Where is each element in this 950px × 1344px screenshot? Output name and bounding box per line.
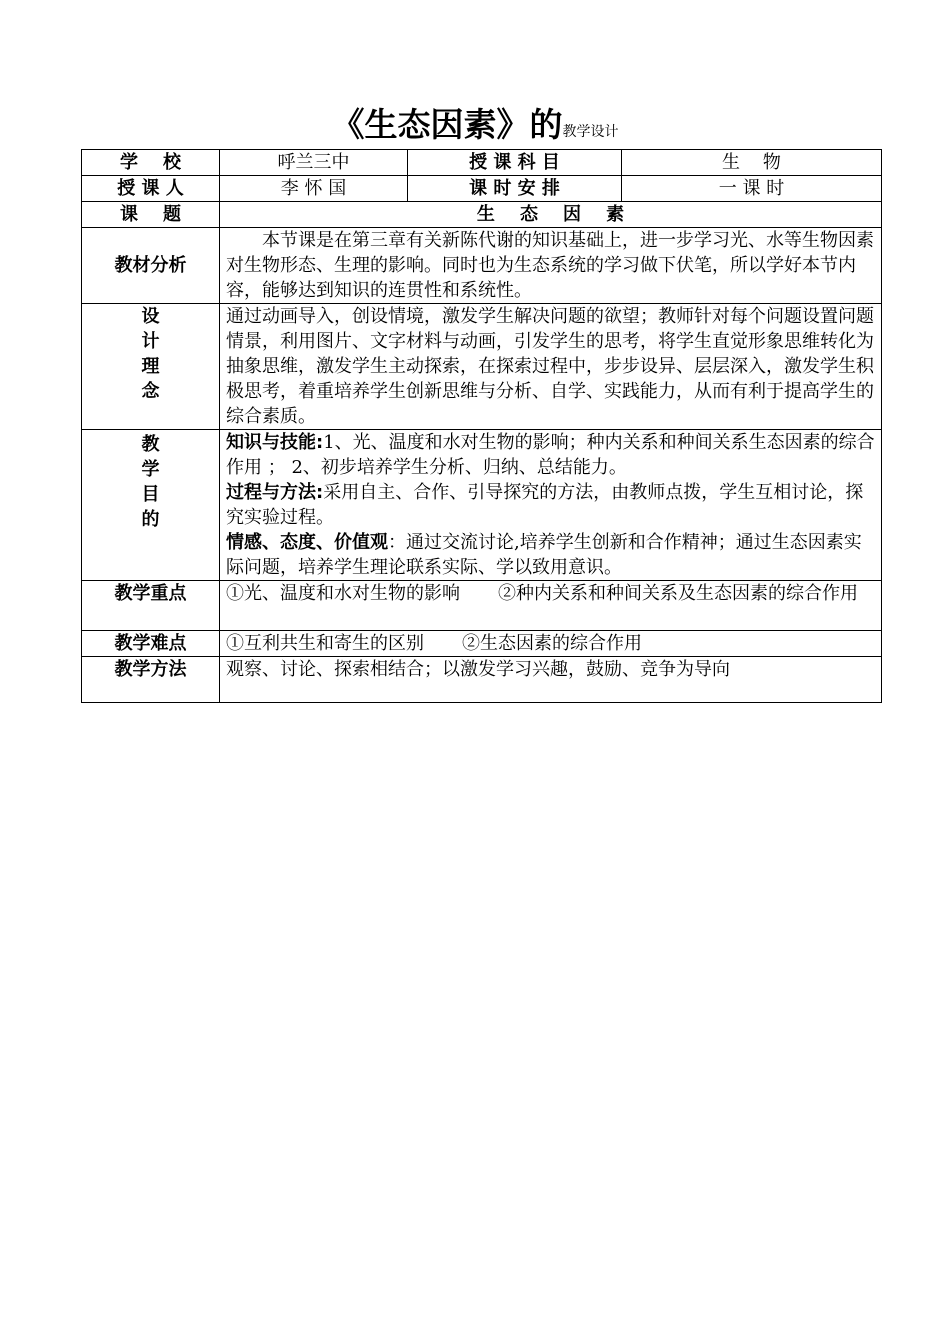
design-label xyxy=(82,304,220,430)
goal-emotion xyxy=(226,530,875,580)
analysis-text: 本节课是在第三章有关新陈代谢的知识基础上，进一步学习光、水等生物因素对生物形态、生理的影响。同时也为生态系统的学习做下伏笔，所以学好本节内容，能够达到知识的连贯性和系统性。 xyxy=(220,228,882,304)
subject-value: 生 物 xyxy=(622,150,882,176)
title-main: 《生态因素》的 xyxy=(331,105,563,144)
row-difficulties xyxy=(82,631,882,657)
teacher-label: 授 课 人 xyxy=(82,176,220,202)
process-text: 采用自主、合作、引导探究的方法，由教师点拨，学生互相讨论，探究实验过程。 xyxy=(226,482,864,528)
difficulties-label: 教学难点 xyxy=(82,631,220,657)
goals-label-char: 的 xyxy=(141,509,160,530)
row-design xyxy=(82,304,882,430)
row-school xyxy=(82,150,882,176)
goal-process xyxy=(226,480,875,530)
methods-text: 观察、讨论、探索相结合；以激发学习兴趣，鼓励、竞争为导向 xyxy=(220,657,882,703)
school-label: 学 校 xyxy=(82,150,220,176)
design-label-char: 计 xyxy=(141,331,160,352)
hours-label: 课 时 安 排 xyxy=(408,176,622,202)
goals-label-char: 学 xyxy=(141,459,160,480)
teacher-value: 李 怀 国 xyxy=(220,176,408,202)
goals-label-char: 教 xyxy=(141,434,160,455)
school-value: 呼兰三中 xyxy=(220,150,408,176)
design-text: 通过动画导入，创设情境，激发学生解决问题的欲望；教师针对每个问题设置问题情景，利用图片、文字材料与动画，引发学生的思考，将学生直觉形象思维转化为抽象思维，激发学生主动探索，在探索过程中，步步设异、层层深入，激发学生积极思考，着重培养学生创新思维与分析、自学、实践能力，从而有利于提高学生的综合素质。 xyxy=(220,304,882,430)
key-point-2: ②种内关系和种间关系及生态因素的综合作用 xyxy=(498,583,858,604)
knowledge-label: 知识与技能: xyxy=(226,432,324,453)
row-key-points xyxy=(82,581,882,631)
difficulty-2: ②生态因素的综合作用 xyxy=(462,633,642,654)
emotion-text: ：通过交流讨论,培养学生创新和合作精神；通过生态因素实际问题，培养学生理论联系实际、学以致用意识。 xyxy=(226,532,862,578)
title-sub: 教学设计 xyxy=(562,124,619,140)
analysis-label: 教材分析 xyxy=(82,228,220,304)
topic-value: 生 态 因 素 xyxy=(220,202,882,228)
row-teacher xyxy=(82,176,882,202)
subject-label: 授 课 科 目 xyxy=(408,150,622,176)
knowledge-text: 1、光、温度和水对生物的影响；种内关系和种间关系生态因素的综合作用 ； 2、初步培养学生分析、归纳、总结能力。 xyxy=(226,432,875,478)
emotion-label: 情感、态度、价值观 xyxy=(226,532,388,553)
goals-content xyxy=(220,430,882,581)
hours-value: 一 课 时 xyxy=(622,176,882,202)
topic-label: 课 题 xyxy=(82,202,220,228)
key-points-label: 教学重点 xyxy=(82,581,220,631)
goal-knowledge xyxy=(226,430,875,480)
goals-label-char: 目 xyxy=(141,484,160,505)
row-goals xyxy=(82,430,882,581)
design-label-char: 理 xyxy=(141,356,160,377)
lesson-plan-table xyxy=(81,149,882,703)
difficulty-1: ①互利共生和寄生的区别 xyxy=(226,633,424,654)
methods-label: 教学方法 xyxy=(82,657,220,703)
process-label: 过程与方法: xyxy=(226,482,324,503)
key-point-1: ①光、温度和水对生物的影响 xyxy=(226,583,460,604)
row-topic xyxy=(82,202,882,228)
key-points-content xyxy=(220,581,882,631)
row-methods xyxy=(82,657,882,703)
difficulties-content xyxy=(220,631,882,657)
goals-label xyxy=(82,430,220,581)
design-label-char: 念 xyxy=(141,381,160,402)
design-label-char: 设 xyxy=(141,306,160,327)
row-analysis xyxy=(82,228,882,304)
